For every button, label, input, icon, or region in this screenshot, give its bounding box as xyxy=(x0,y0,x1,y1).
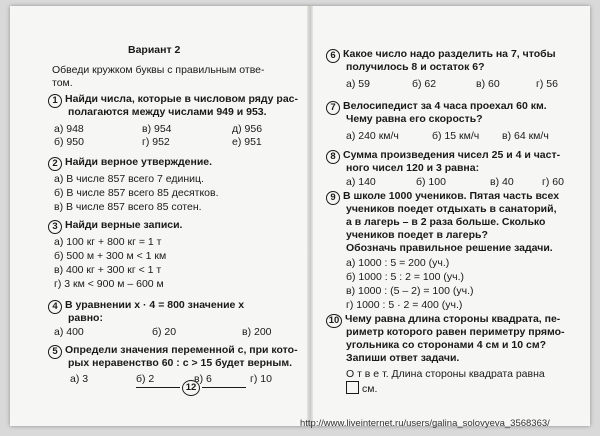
question-number-7: 7 xyxy=(326,101,340,115)
q1-option-d[interactable]: д) 956 xyxy=(232,123,263,135)
question-8-text-2: ного чисел 120 и 3 равна: xyxy=(346,162,480,174)
question-1-text-2: полагаются между числами 949 и 953. xyxy=(68,106,267,118)
question-9-text: В школе 1000 учеников. Пятая часть всех xyxy=(343,190,560,202)
question-number-5: 5 xyxy=(48,345,62,359)
q5-option-b[interactable]: б) 2 xyxy=(136,373,155,385)
q1-option-v[interactable]: в) 954 xyxy=(142,123,172,135)
question-number-4: 4 xyxy=(48,300,62,314)
question-number-3: 3 xyxy=(48,220,62,234)
question-4-text: В уравнении x · 4 = 800 значение x xyxy=(65,299,245,311)
q9-option-b[interactable]: б) 1000 : 5 : 2 = 100 (уч.) xyxy=(346,271,465,283)
page-number-rule-right xyxy=(202,387,246,388)
q6-option-a[interactable]: а) 59 xyxy=(346,78,370,90)
question-9-text-4: учеников поедет в лагерь? xyxy=(346,229,488,241)
page-number: 12 xyxy=(182,380,200,396)
question-8-text: Сумма произведения чисел 25 и 4 и част- xyxy=(343,149,561,161)
q4-option-v[interactable]: в) 200 xyxy=(242,326,272,338)
q1-option-a[interactable]: а) 948 xyxy=(54,123,84,135)
answer-unit-line xyxy=(346,381,377,396)
question-7-text: Велосипедист за 4 часа проехал 60 км. xyxy=(343,100,547,112)
q3-option-b[interactable]: б) 500 м + 300 м < 1 км xyxy=(54,250,167,262)
question-3-text: Найди верные записи. xyxy=(65,219,183,231)
question-6-text-2: получилось 8 и остаток 6? xyxy=(346,61,485,73)
question-3 xyxy=(48,219,182,234)
q3-option-g[interactable]: г) 3 км < 900 м – 600 м xyxy=(54,278,164,290)
answer-unit: см. xyxy=(362,383,378,395)
q5-option-a[interactable]: а) 3 xyxy=(70,373,89,385)
question-5-text-2: рых неравенство 60 : c > 15 будет верным. xyxy=(68,357,293,369)
question-number-6: 6 xyxy=(326,49,340,63)
question-2-text: Найди верное утверждение. xyxy=(65,156,213,168)
watermark-url: http://www.liveinternet.ru/users/galina_solovyeva_3568363/ xyxy=(300,418,550,429)
q5-option-v[interactable]: в) 6 xyxy=(194,373,212,385)
q8-option-g[interactable]: г) 60 xyxy=(542,176,564,188)
variant-title: Вариант 2 xyxy=(128,44,181,56)
question-5-text: Определи значения переменной с, при кото- xyxy=(65,344,298,356)
q2-option-b[interactable]: б) В числе 857 всего 85 десятков. xyxy=(54,187,219,199)
question-number-2: 2 xyxy=(48,157,62,171)
q7-option-a[interactable]: а) 240 км/ч xyxy=(346,130,399,142)
q1-option-b[interactable]: б) 950 xyxy=(54,136,84,148)
question-10-text-3: угольника со сторонами 4 см и 10 см? xyxy=(346,339,547,351)
q3-option-v[interactable]: в) 400 кг + 300 кг < 1 т xyxy=(54,264,162,276)
q6-option-g[interactable]: г) 56 xyxy=(536,78,558,90)
question-9-text-3: а в лагерь – в 2 раза больше. Сколько xyxy=(346,216,546,228)
q8-option-a[interactable]: а) 140 xyxy=(346,176,376,188)
page-number-rule-left xyxy=(136,387,180,388)
question-number-1: 1 xyxy=(48,94,62,108)
q2-option-a[interactable]: а) В числе 857 всего 7 единиц. xyxy=(54,173,204,185)
question-1-text: Найди числа, которые в числовом ряду рас- xyxy=(65,93,298,105)
q7-option-v[interactable]: в) 64 км/ч xyxy=(502,130,549,142)
answer-box[interactable] xyxy=(346,381,359,394)
q4-option-b[interactable]: б) 20 xyxy=(152,326,177,338)
question-10-text: Чему равна длина стороны квадрата, пе- xyxy=(345,313,561,325)
intro-line-2: том. xyxy=(52,77,73,89)
q8-option-b[interactable]: б) 100 xyxy=(416,176,446,188)
q5-option-g[interactable]: г) 10 xyxy=(250,373,272,385)
answer-line: О т в е т. Длина стороны квадрата равна xyxy=(346,368,545,380)
question-6-text: Какое число надо разделить на 7, чтобы xyxy=(343,48,556,60)
q4-option-a[interactable]: а) 400 xyxy=(54,326,84,338)
q9-option-g[interactable]: г) 1000 : 5 · 2 = 400 (уч.) xyxy=(346,299,463,311)
question-7-text-2: Чему равна его скорость? xyxy=(346,113,483,125)
question-number-8: 8 xyxy=(326,150,340,164)
q9-option-a[interactable]: а) 1000 : 5 = 200 (уч.) xyxy=(346,257,450,269)
intro-line-1: Обведи кружком буквы с правильным отве- xyxy=(52,64,265,76)
question-4-text-2: равно: xyxy=(68,312,103,324)
book-spine xyxy=(307,6,313,426)
question-number-10: 10 xyxy=(326,314,342,328)
question-9-text-2: учеников поедет отдыхать в санаторий, xyxy=(346,203,557,215)
q6-option-b[interactable]: б) 62 xyxy=(412,78,437,90)
q1-option-e[interactable]: е) 951 xyxy=(232,136,262,148)
q6-option-v[interactable]: в) 60 xyxy=(476,78,500,90)
book-spread xyxy=(10,6,590,426)
q1-option-g[interactable]: г) 952 xyxy=(142,136,170,148)
question-9-text-5: Обозначь правильное решение задачи. xyxy=(346,242,553,254)
q9-option-v[interactable]: в) 1000 : (5 – 2) = 100 (уч.) xyxy=(346,285,474,297)
q2-option-v[interactable]: в) В числе 857 всего 85 сотен. xyxy=(54,201,202,213)
q3-option-a[interactable]: а) 100 кг + 800 кг = 1 т xyxy=(54,236,162,248)
q8-option-v[interactable]: в) 40 xyxy=(490,176,514,188)
q7-option-b[interactable]: б) 15 км/ч xyxy=(432,130,480,142)
question-number-9: 9 xyxy=(326,191,340,205)
question-10-text-4: Запиши ответ задачи. xyxy=(346,352,460,364)
question-10-text-2: риметр которого равен периметру прямо- xyxy=(346,326,565,338)
question-2 xyxy=(48,156,212,171)
